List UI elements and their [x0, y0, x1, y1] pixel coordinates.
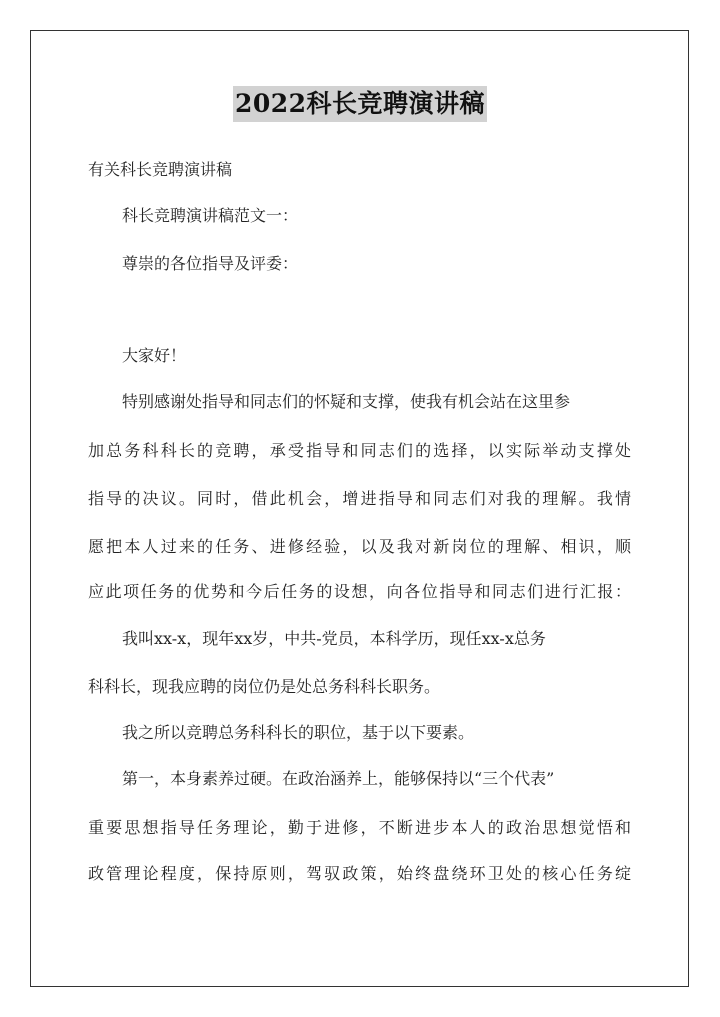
paragraph-line: 科科长，现我应聘的岗位仍是处总务科科长职务。 — [88, 677, 441, 696]
paragraph-line: 有关科长竞聘演讲稿 — [88, 160, 233, 179]
title-container — [0, 86, 720, 122]
paragraph-line: 科长竞聘演讲稿范文一： — [122, 206, 299, 225]
paragraph-line: 尊崇的各位指导及评委： — [122, 254, 299, 273]
paragraph-line: 重要思想指导任务理论，勤于进修，不断进步本人的政治思想觉悟和 — [88, 818, 631, 837]
paragraph-line: 应此项任务的优势和今后任务的设想，向各位指导和同志们进行汇报： — [88, 582, 631, 601]
document-title: 2022科长竞聘演讲稿 — [233, 86, 487, 122]
paragraph-line: 第一，本身素养过硬。在政治涵养上，能够保持以“三个代表” — [122, 769, 555, 788]
paragraph-line: 政管理论程度，保持原则，驾驭政策，始终盘绕环卫处的核心任务绽 — [88, 864, 631, 883]
paragraph-line: 指导的决议。同时，借此机会，增进指导和同志们对我的理解。我情 — [88, 489, 631, 508]
paragraph-line: 愿把本人过来的任务、进修经验，以及我对新岗位的理解、相识，顺 — [88, 537, 631, 556]
paragraph-line: 我叫xx-x，现年xx岁，中共-党员，本科学历，现任xx-x总务 — [122, 629, 546, 648]
paragraph-line: 大家好！ — [122, 346, 187, 365]
paragraph-line: 加总务科科长的竞聘，承受指导和同志们的选择，以实际举动支撑处 — [88, 441, 631, 460]
paragraph-line: 我之所以竞聘总务科科长的职位，基于以下要素。 — [122, 723, 475, 742]
paragraph-line: 特别感谢处指导和同志们的怀疑和支撑，使我有机会站在这里参 — [122, 392, 571, 411]
